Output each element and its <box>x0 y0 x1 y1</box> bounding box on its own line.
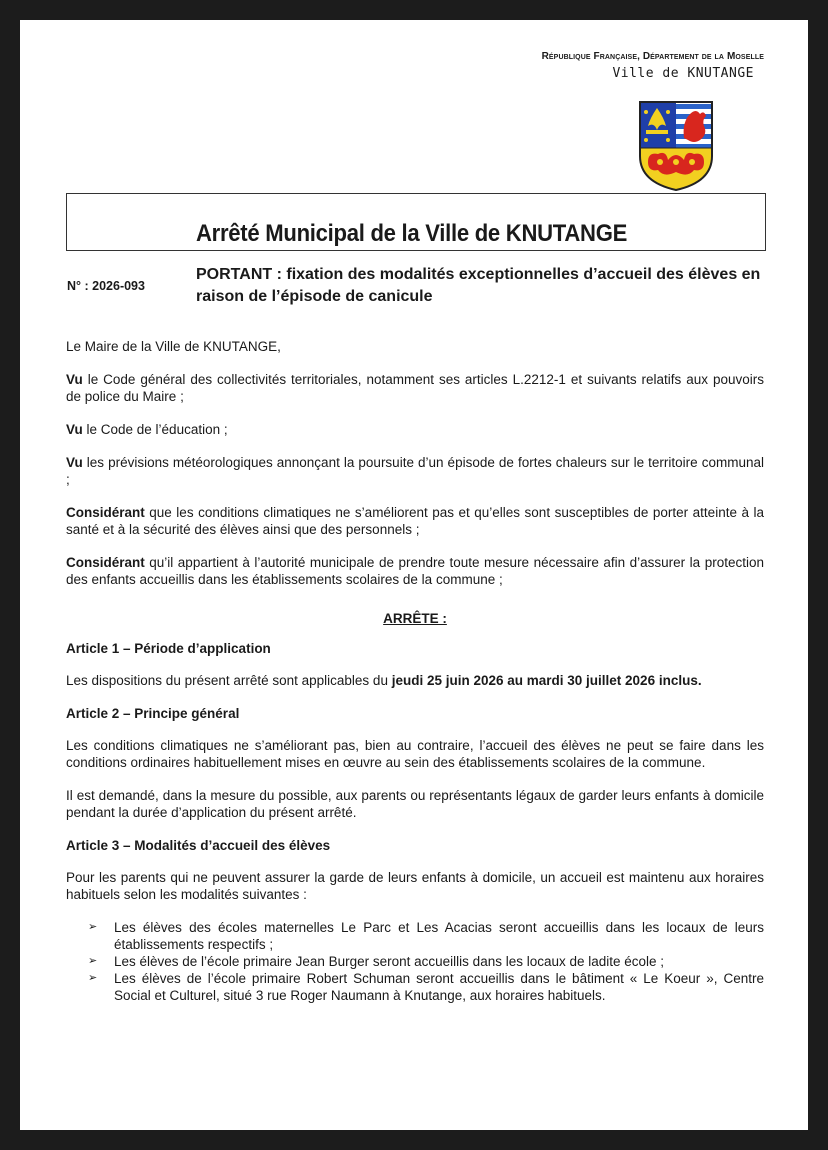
arrow-bullet-icon: ➢ <box>88 921 98 933</box>
arrow-bullet-icon: ➢ <box>88 955 98 967</box>
coat-of-arms-icon <box>638 100 714 192</box>
article-3-intro: Pour les parents qui ne peuvent assurer la garde de leurs enfants à domicile, un accueil est maintenu aux horaires habituels selon les modalités suivantes : <box>66 870 764 902</box>
decree-subject: PORTANT : fixation des modalités exceptionnelles d’accueil des élèves en raison de l’épisode de canicule <box>196 266 761 305</box>
visa-paragraph <box>66 421 764 438</box>
visa-text: les prévisions météorologiques annonçant la poursuite d’un épisode de fortes chaleurs sur le territoire communal ; <box>66 455 764 487</box>
visa-paragraph <box>66 454 764 488</box>
visa-keyword: Vu <box>66 455 83 470</box>
list-item-text: Les élèves des écoles maternelles Le Parc et Les Acacias seront accueillis dans les locaux de leurs établissements respectifs ; <box>114 920 764 952</box>
city-header: Ville de KNUTANGE <box>612 66 754 81</box>
list-item-text: Les élèves de l’école primaire Robert Schuman seront accueillis dans le bâtiment « Le Koeur », Centre Social et Culturel, situé 3 rue Roger Naumann à Knutange, aux horaires habituels. <box>114 971 764 1003</box>
visa-text: le Code général des collectivités territoriales, notamment ses articles L.2212-1 et suivants relatifs aux pouvoirs de police du Maire ; <box>66 372 764 404</box>
article-2-paragraph-2: Il est demandé, dans la mesure du possible, aux parents ou représentants légaux de garder leurs enfants à domicile pendant la durée d’application du présent arrêté. <box>66 788 764 820</box>
considerant-paragraph <box>66 554 764 588</box>
article-1-text <box>66 672 764 689</box>
article-1-dates: jeudi 25 juin 2026 au mardi 30 juillet 2026 inclus. <box>391 673 702 688</box>
considerant-text: qu’il appartient à l’autorité municipale de prendre toute mesure nécessaire afin d’assurer la protection des enfants accueillis dans les établissements scolaires de la commune ; <box>66 555 764 587</box>
republic-header: République Française, Département de la Moselle <box>541 51 764 62</box>
article-2-title: Article 2 – Principe général <box>66 706 240 721</box>
visa-paragraph <box>66 371 764 405</box>
document-page <box>20 20 808 1130</box>
article-1-text-start: Les dispositions du présent arrêté sont applicables du <box>66 673 392 688</box>
list-item <box>66 953 764 970</box>
arrete-heading: ARRÊTE : <box>383 611 447 626</box>
article-2-paragraph-1: Les conditions climatiques ne s’améliorant pas, bien au contraire, l’accueil des élèves ne peut se faire dans les conditions ordinaires habituellement mises en œuvre au sein des établissements scolaires de la commune. <box>66 738 764 770</box>
visa-keyword: Vu <box>66 422 83 437</box>
visa-keyword: Vu <box>66 372 83 387</box>
considerant-keyword: Considérant <box>66 555 145 570</box>
considerant-keyword: Considérant <box>66 505 145 520</box>
intro-paragraph: Le Maire de la Ville de KNUTANGE, <box>66 339 281 354</box>
article-3-title: Article 3 – Modalités d’accueil des élèves <box>66 838 331 853</box>
list-item-text: Les élèves de l’école primaire Jean Burger seront accueillis dans les locaux de ladite école ; <box>114 954 665 969</box>
document-body <box>66 338 764 1004</box>
article-1-title: Article 1 – Période d’application <box>66 641 271 656</box>
arrow-bullet-icon: ➢ <box>88 972 98 984</box>
article-3-list <box>66 919 764 1004</box>
list-item <box>66 970 764 1004</box>
list-item <box>66 919 764 953</box>
page-title: Arrêté Municipal de la Ville de KNUTANGE <box>196 220 628 247</box>
visa-text: le Code de l’éducation ; <box>82 422 228 437</box>
decree-number: N° : 2026-093 <box>67 279 145 293</box>
considerant-text: que les conditions climatiques ne s’améliorent pas et qu’elles sont susceptibles de porter atteinte à la santé et à la sécurité des élèves ainsi que des personnels ; <box>66 505 764 537</box>
considerant-paragraph <box>66 504 764 538</box>
